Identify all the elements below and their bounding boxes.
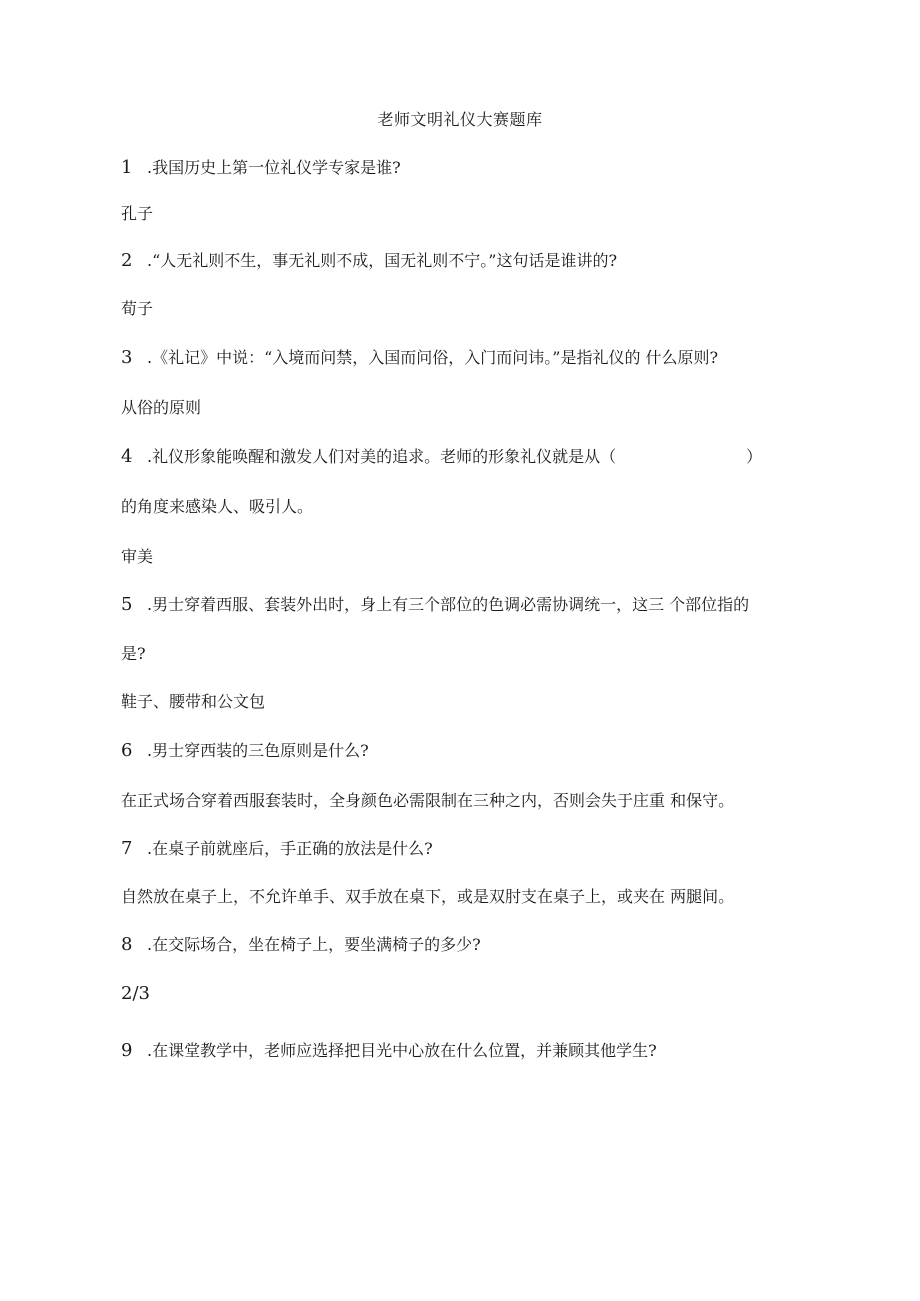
question-8	[121, 933, 801, 957]
question-text: .《礼记》中说：“入境而问禁，入国而问俗，入门而问讳。”是指礼仪的 什么原则?	[147, 348, 719, 367]
answer-2: 荀子	[121, 299, 154, 318]
question-text: .我国历史上第一位礼仪学专家是谁?	[147, 158, 401, 177]
question-5-continued: 是?	[121, 644, 146, 663]
question-text: .“人无礼则不生，事无礼则不成，国无礼则不宁。”这句话是谁讲的?	[147, 251, 618, 270]
answer-8: 2/3	[121, 983, 150, 1004]
question-text: .在课堂教学中，老师应选择把目光中心放在什么位置，并兼顾其他学生?	[147, 1041, 657, 1060]
question-number: 3	[121, 347, 133, 368]
question-6	[121, 739, 801, 763]
question-text: .礼仪形象能唤醒和激发人们对美的追求。老师的形象礼仪就是从（	[147, 447, 617, 466]
question-number: 8	[121, 934, 133, 955]
question-3	[121, 346, 801, 370]
question-number: 2	[121, 250, 133, 271]
answer-7: 自然放在桌子上，不允许单手、双手放在桌下，或是双肘支在桌子上，或夹在 两腿间。	[121, 887, 735, 906]
answer-1: 孔子	[121, 204, 154, 223]
answer-3: 从俗的原则	[121, 398, 202, 417]
answer-6: 在正式场合穿着西服套装时，全身颜色必需限制在三种之内，否则会失于庄重 和保守。	[121, 791, 735, 810]
question-9	[121, 1039, 801, 1063]
question-1	[121, 156, 801, 180]
answer-4: 审美	[121, 547, 154, 566]
question-2	[121, 249, 801, 273]
question-text: .在桌子前就座后，手正确的放法是什么?	[147, 839, 433, 858]
question-7	[121, 837, 801, 861]
question-4	[121, 445, 801, 469]
question-number: 9	[121, 1040, 133, 1061]
question-text: .男士穿西装的三色原则是什么?	[147, 741, 369, 760]
question-4-continued: 的角度来感染人、吸引人。	[121, 497, 314, 516]
question-5	[121, 593, 801, 617]
question-number: 6	[121, 740, 133, 761]
question-number: 1	[121, 157, 133, 178]
question-text-close: ）	[746, 447, 763, 466]
answer-5: 鞋子、腰带和公文包	[121, 692, 266, 711]
question-text: .在交际场合，坐在椅子上，要坐满椅子的多少?	[147, 935, 481, 954]
question-number: 4	[121, 446, 133, 467]
question-number: 5	[121, 594, 133, 615]
question-text: .男士穿着西服、套装外出时，身上有三个部位的色调必需协调统一，这三 个部位指的	[147, 595, 750, 614]
document-title: 老师文明礼仪大赛题库	[377, 110, 543, 129]
question-number: 7	[121, 838, 133, 859]
